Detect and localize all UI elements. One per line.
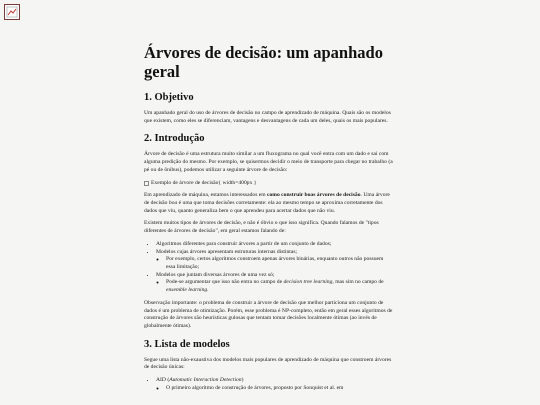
section-objetivo [144,92,394,125]
list-item: ◦ Pode-se argumentar que isso não entra no campo de decision tree learning, mas sim no campo de ensemble learning. [166,279,394,294]
section-introducao [144,133,394,330]
image-alt-text: Exemplo de árvore de decisão{ width=400px } [151,179,257,186]
paragraph: Observação importante: o problema de construir a árvore de decisão que melhor particiona um conjunto de dados é um problema de otimização. Porém, esse problema é NP-completo, então em geral esses algoritmos de construção de árvores são heurísticas gulosas que tentam tomar decisões localmente ótimas (ao invés de globalmente ótimas). [144,299,393,330]
paragraph: Existem muitos tipos de árvores de decisão, e não é óbvio o que isso significa. Quando falamos de "tipos diferentes de árvores de decisão", em geral estamos falando de: [144,220,379,235]
list-item: ◦ O primeiro algoritmo de construção de árvores, proposto por Sonquist et al. em [166,385,394,393]
paragraph: Segue uma lista não-exaustiva dos modelos mais populares de aprendizado de máquina que constroem árvores de decisão únicas: [144,356,392,371]
page-title: Árvores de decisão: um apanhado geral [144,43,383,81]
section-heading: 2. Introdução [144,133,205,145]
section-modelos [144,339,394,393]
list-item: • Modelos que juntam diversas árvores de uma vez só; ◦ Pode-se argumentar que isso não entra no campo de decision tree learning, mas sim no campo de ensemble learning. [156,272,394,295]
list-item: • AID (Automatic Interaction Detection) ◦ O primeiro algoritmo de construção de árvores, proposto por Sonquist et al. em [156,377,394,392]
document [144,44,394,401]
paragraph: Em aprendizado de máquina, estamos interessados em como construir boas árvores de decisão. Uma árvore de decisão boa é uma que toma decisões corretamente: ela ao mesmo tempo se aproxima corretamente dos dados que viu, quanto generaliza bem o que aprendeu para acertar dados que não viu. [144,192,390,214]
paragraph: Um apanhado geral do uso de árvores de decisão no campo de aprendizado de máquina. Quais são os modelos que existem, como eles se diferenciam, vantagens e desvantagens de cada um deles, quais os mais populares. [144,109,391,124]
list-item: ◦ Por exemplo, certos algoritmos constroem apenas árvores binárias, enquanto outros não possuem essa limitação; [166,256,394,271]
broken-image-icon [144,181,149,186]
paragraph: Árvore de decisão é uma estrutura muito similar a um fluxograma no qual você entra com um dado e sai com alguma predição do mesmo. Por exemplo, se quisermos decidir o meio de transporte para chegar no trabalho (a pé ou de ônibus), podemos utilizar a seguinte árvore de decisão: [144,151,393,173]
section-heading: 3. Lista de modelos [144,338,230,350]
section-heading: 1. Objetivo [144,91,194,103]
broken-image [144,180,394,188]
bullet-list [144,377,394,392]
page-icon[interactable] [4,4,20,20]
list-item: • Modelos cujas árvores apresentam estruturas internas distintas; ◦ Por exemplo, certos algoritmos constroem apenas árvores binárias, enquanto outros não possuem essa limitação; [156,249,394,272]
list-item: • Algoritmos diferentes para construir árvores a partir de um conjunto de dados; [156,241,394,249]
bullet-list [144,241,394,295]
